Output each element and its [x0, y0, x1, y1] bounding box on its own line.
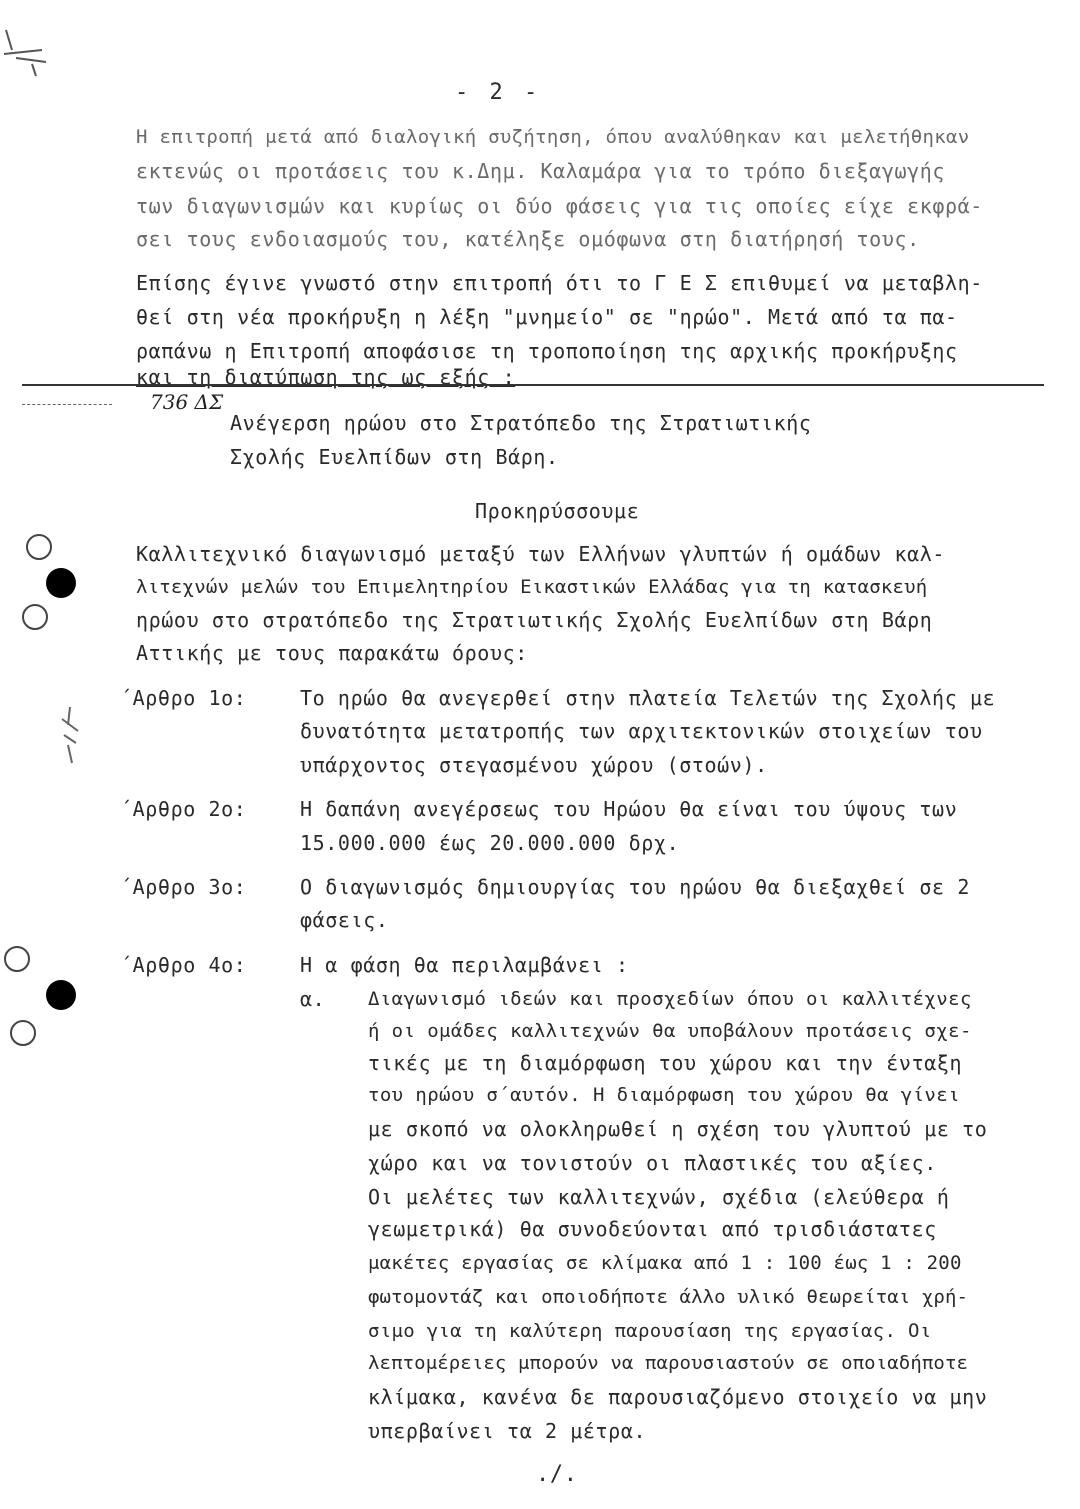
article-line: Το ηρώο θα ανεγερθεί στην πλατεία Τελετών της Σχολής με [300, 686, 996, 710]
handwritten-note: 736 ΔΣ [150, 390, 224, 414]
sub-item-marker: α. [300, 987, 326, 1011]
article-line: υπάρχοντος στεγασμένου χώρου (στοών). [300, 753, 768, 777]
paragraph-line: ραπάνω η Επιτροπή αποφάσισε τη τροποποίηση της αρχικής προκήρυξης [136, 339, 958, 363]
intro-line: των διαγωνισμών και κυρίως οι δύο φάσεις για τις οποίες είχε εκφρά- [136, 194, 983, 218]
intro-line: Η επιτροπή μετά από διαλογική συζήτηση, όπου αναλύθηκαν και μελετήθηκαν [136, 126, 970, 148]
continuation-mark: ./. [536, 1462, 578, 1487]
sub-item-line: τικές με τη διαμόρφωση του χώρου και την ένταξη [368, 1051, 963, 1075]
sub-item-line: ή οι ομάδες καλλιτεχνών θα υποβάλουν προτάσεις σχε- [368, 1020, 972, 1042]
punch-hole [46, 980, 76, 1010]
announcement-heading: Προκηρύσσουμε [475, 499, 640, 523]
article-line: δυνατότητα μετατροπής των αρχιτεκτονικών στοιχείων του [300, 719, 983, 743]
intro-line: σει τους ενδοιασμούς του, κατέληξε ομόφωνα στη διατήρησή τους. [136, 227, 920, 251]
sub-item-line: λεπτομέρειες μπορούν να παρουσιαστούν σε οποιαδήποτε [368, 1352, 969, 1374]
corner-scribble-mark [2, 20, 62, 80]
punch-hole-outline [4, 946, 30, 972]
article-label: ΄Αρθρο 3ο: [120, 875, 247, 899]
article-line: Ο διαγωνισμός δημιουργίας του ηρώου θα διεξαχθεί σε 2 [300, 875, 970, 899]
separator-rule [22, 384, 1044, 386]
punch-hole-outline [22, 604, 48, 630]
margin-stamp-mark [58, 705, 82, 765]
punch-hole-outline [10, 1020, 36, 1046]
sub-item-line: του ηρώου σ΄αυτόν. Η διαμόρφωση του χώρου θα γίνει [368, 1084, 960, 1106]
call-line: Καλλιτεχνικό διαγωνισμό μεταξύ των Ελλήνων γλυπτών ή ομάδων καλ- [136, 542, 946, 566]
sub-item-line: Διαγωνισμό ιδεών και προσχεδίων όπου οι καλλιτέχνες [368, 988, 972, 1010]
paragraph-line: θεί στη νέα προκήρυξη η λέξη "μνημείο" σε "ηρώο". Μετά από τα πα- [136, 305, 958, 329]
intro-line: εκτενώς οι προτάσεις του κ.Δημ. Καλαμάρα για το τρόπο διεξαγωγής [136, 159, 946, 183]
sub-item-line: χώρο και να τονιστούν οι πλαστικές του αξίες. [368, 1151, 937, 1175]
page-number: - 2 - [455, 80, 542, 105]
punch-hole-outline [26, 534, 52, 560]
title-line: Ανέγερση ηρώου στο Στρατόπεδο της Στρατιωτικής [230, 411, 812, 435]
article-label: ΄Αρθρο 2ο: [120, 797, 247, 821]
article-line: φάσεις. [300, 908, 389, 932]
call-line: Αττικής με τους παρακάτω όρους: [136, 641, 528, 665]
article-label: ΄Αρθρο 1ο: [120, 686, 247, 710]
article-label: ΄Αρθρο 4ο: [120, 953, 247, 977]
sub-item-line: σιμο για τη καλύτερη παρουσίαση της εργασίας. Οι [368, 1320, 932, 1342]
sub-item-line: φωτομοντάζ και οποιοδήποτε άλλο υλικό θεωρείται χρή- [368, 1286, 969, 1308]
sub-item-line: μακέτες εργασίας σε κλίμακα από 1 : 100 έως 1 : 200 [368, 1252, 962, 1274]
sub-item-line: υπερβαίνει τα 2 μέτρα. [368, 1419, 647, 1443]
paragraph-line: Επίσης έγινε γνωστό στην επιτροπή ότι το Γ Ε Σ επιθυμεί να μεταβλη- [136, 271, 983, 295]
sub-item-line: Οι μελέτες των καλλιτεχνών, σχέδια (ελεύθερα ή [368, 1185, 950, 1209]
article-line: Η α φάση θα περιλαμβάνει : [300, 953, 629, 977]
sub-item-line: κλίμακα, κανένα δε παρουσιαζόμενο στοιχείο να μην [368, 1385, 988, 1409]
call-line: ηρώου στο στρατόπεδο της Στρατιωτικής Σχολής Ευελπίδων στη Βάρη [136, 608, 933, 632]
article-line: 15.000.000 έως 20.000.000 δρχ. [300, 831, 680, 855]
article-line: Η δαπάνη ανεγέρσεως του Ηρώου θα είναι του ύψους των [300, 797, 958, 821]
call-line: λιτεχνών μελών του Επιμελητηρίου Εικαστικών Ελλάδας για τη κατασκευή [136, 576, 928, 598]
dashed-mark [22, 404, 112, 405]
sub-item-line: με σκοπό να ολοκληρωθεί η σχέση του γλυπτού με το [368, 1117, 988, 1141]
sub-item-line: γεωμετρικά) θα συνοδεύονται από τρισδιάστατες [368, 1217, 937, 1241]
title-line: Σχολής Ευελπίδων στη Βάρη. [230, 445, 559, 469]
punch-hole [46, 568, 76, 598]
paragraph-line: και τη διατύπωση της ως εξής : [136, 365, 516, 389]
